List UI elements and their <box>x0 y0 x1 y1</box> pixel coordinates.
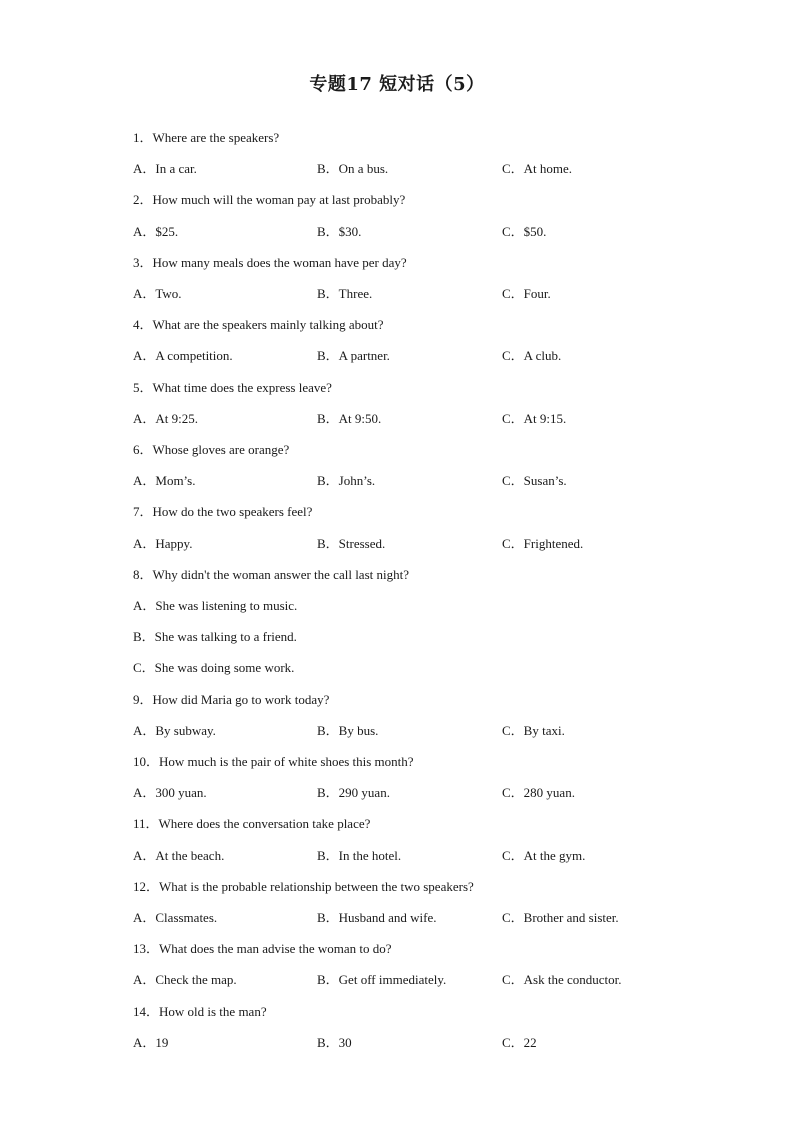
q5-option-c: C．At 9:15. <box>502 411 567 426</box>
q13-option-a: A．Check the map. <box>133 972 237 987</box>
page-title: 专题17 短对话（5） <box>309 74 485 95</box>
question-12: 12．What is the probable relationship between the two speakers? <box>133 879 474 894</box>
q6-option-c: C．Susan’s. <box>502 473 567 488</box>
q10-option-a: A．300 yuan. <box>133 785 207 800</box>
q11-option-b: B．In the hotel. <box>317 848 402 863</box>
question-1: 1．Where are the speakers? <box>133 130 280 145</box>
question-13: 13．What does the man advise the woman to do? <box>133 941 392 956</box>
q3-option-a: A．Two. <box>133 286 182 301</box>
q10-option-b: B．290 yuan. <box>317 785 390 800</box>
q14-option-c: C．22 <box>502 1035 537 1050</box>
q2-option-c: C．$50. <box>502 224 547 239</box>
q12-option-c: C．Brother and sister. <box>502 910 619 925</box>
q13-option-b: B．Get off immediately. <box>317 972 447 987</box>
q11-option-c: C．At the gym. <box>502 848 586 863</box>
question-7: 7．How do the two speakers feel? <box>133 504 313 519</box>
question-6: 6．Whose gloves are orange? <box>133 442 290 457</box>
q9-option-c: C．By taxi. <box>502 723 565 738</box>
q5-option-b: B．At 9:50. <box>317 411 382 426</box>
question-11: 11．Where does the conversation take place? <box>133 816 371 831</box>
q3-option-c: C．Four. <box>502 286 551 301</box>
question-4: 4．What are the speakers mainly talking about? <box>133 317 384 332</box>
q4-option-c: C．A club. <box>502 348 562 363</box>
q4-option-a: A．A competition. <box>133 348 233 363</box>
q7-option-b: B．Stressed. <box>317 536 386 551</box>
q14-option-a: A．19 <box>133 1035 169 1050</box>
q5-option-a: A．At 9:25. <box>133 411 199 426</box>
q12-option-b: B．Husband and wife. <box>317 910 437 925</box>
q1-option-b: B．On a bus. <box>317 161 389 176</box>
q7-option-c: C．Frightened. <box>502 536 584 551</box>
question-9: 9．How did Maria go to work today? <box>133 692 330 707</box>
question-14: 14．How old is the man? <box>133 1004 267 1019</box>
q14-option-b: B．30 <box>317 1035 352 1050</box>
question-3: 3．How many meals does the woman have per day? <box>133 255 407 270</box>
q4-option-b: B．A partner. <box>317 348 390 363</box>
q8-option-b: B．She was talking to a friend. <box>133 629 297 644</box>
q6-option-a: A．Mom’s. <box>133 473 196 488</box>
q7-option-a: A．Happy. <box>133 536 193 551</box>
q11-option-a: A．At the beach. <box>133 848 225 863</box>
q10-option-c: C．280 yuan. <box>502 785 575 800</box>
q3-option-b: B．Three. <box>317 286 373 301</box>
q1-option-a: A．In a car. <box>133 161 197 176</box>
q9-option-b: B．By bus. <box>317 723 379 738</box>
q6-option-b: B．John’s. <box>317 473 376 488</box>
question-5: 5．What time does the express leave? <box>133 380 332 395</box>
question-2: 2．How much will the woman pay at last probably? <box>133 192 406 207</box>
q2-option-a: A．$25. <box>133 224 179 239</box>
q12-option-a: A．Classmates. <box>133 910 218 925</box>
q8-option-a: A．She was listening to music. <box>133 598 298 613</box>
q1-option-c: C．At home. <box>502 161 573 176</box>
q8-option-c: C．She was doing some work. <box>133 660 295 675</box>
question-10: 10．How much is the pair of white shoes this month? <box>133 754 414 769</box>
q2-option-b: B．$30. <box>317 224 362 239</box>
q13-option-c: C．Ask the conductor. <box>502 972 622 987</box>
q9-option-a: A．By subway. <box>133 723 216 738</box>
question-8: 8．Why didn't the woman answer the call last night? <box>133 567 409 582</box>
